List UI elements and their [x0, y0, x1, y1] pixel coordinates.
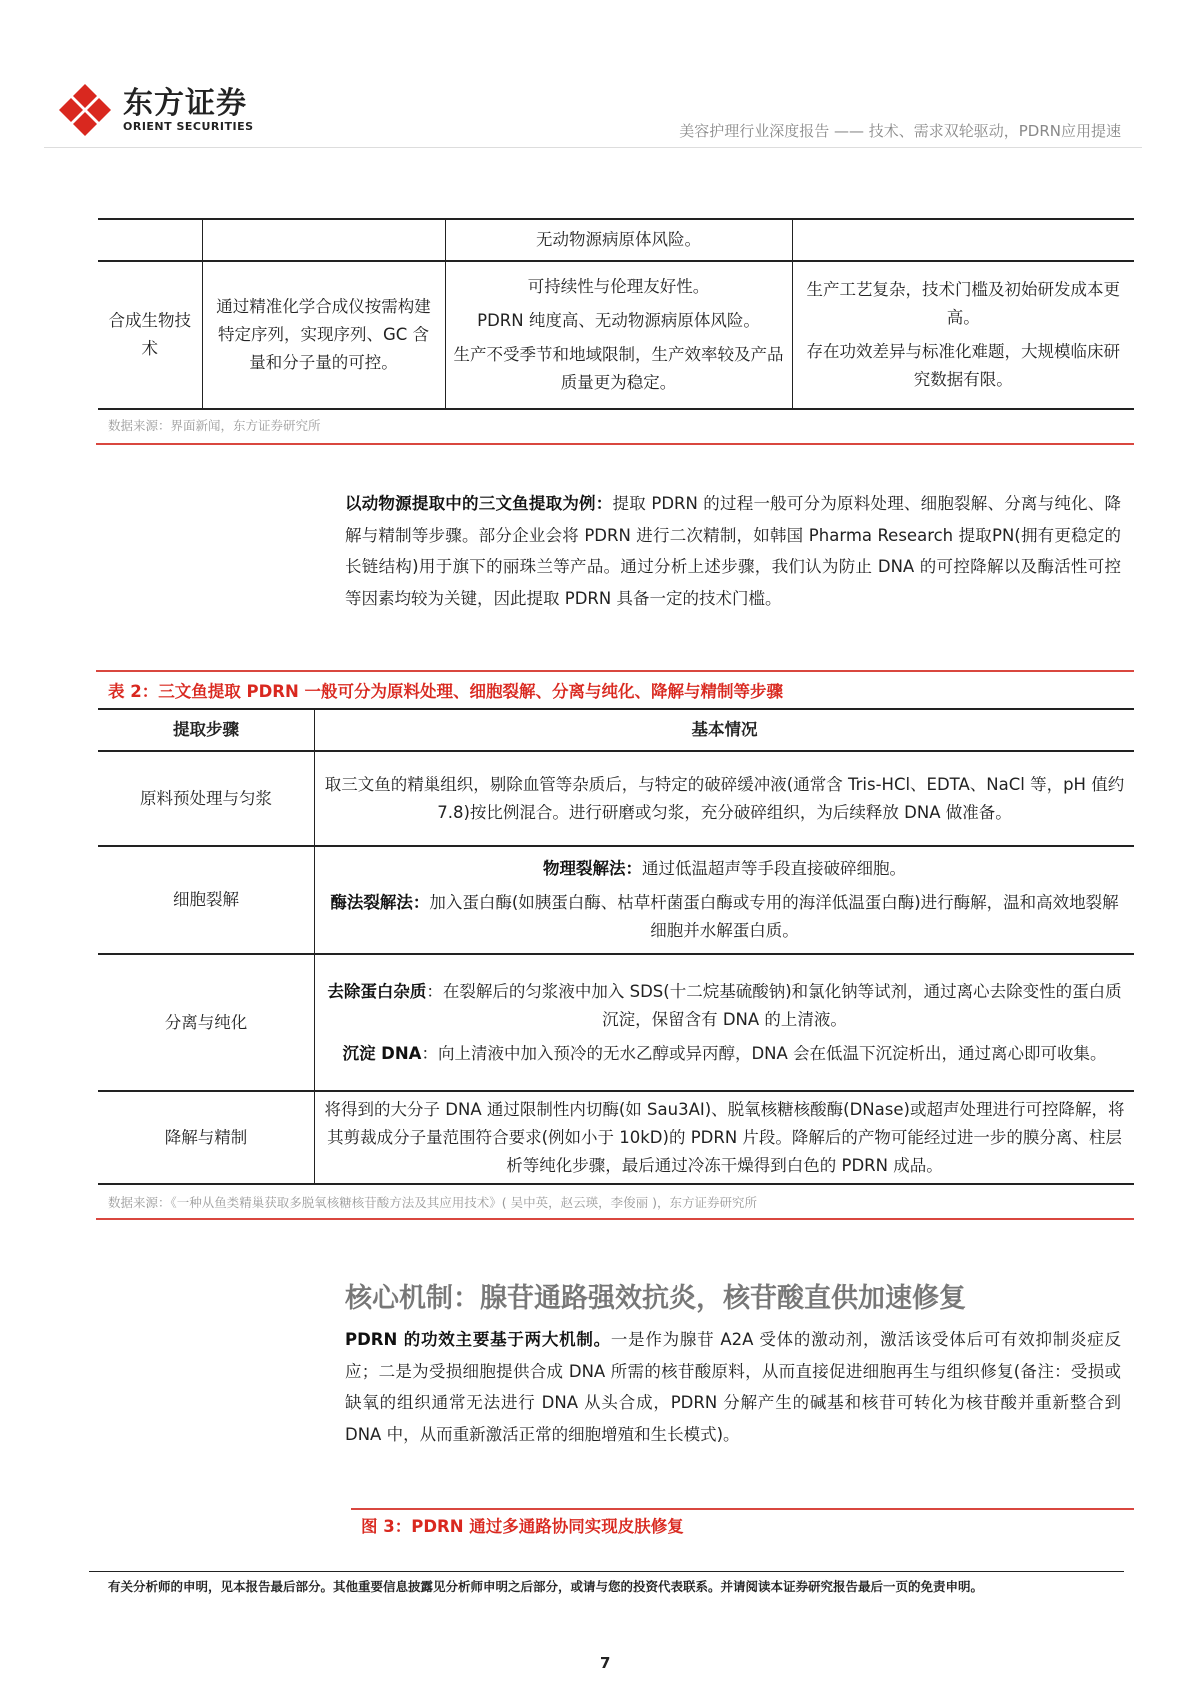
- footer-rule: [89, 1571, 1124, 1572]
- item-lead: 物理裂解法：: [543, 859, 642, 878]
- step-cell: 细胞裂解: [173, 890, 239, 909]
- footer-disclaimer: 有关分析师的申明，见本报告最后部分。其他重要信息披露见分析师申明之后部分，或请与您的投资代表联系。并请阅读本证券研究报告最后一页的免责申明。: [108, 1579, 984, 1594]
- logo-text-cn: 东方证券: [123, 85, 247, 121]
- table2-source: 数据来源：《一种从鱼类精巢获取多脱氧核糖核苷酸方法及其应用技术》( 吴中英，赵云瑛，李俊丽 )，东方证券研究所: [108, 1195, 757, 1210]
- table2-bottom-rule: [96, 1218, 1134, 1220]
- table-row: [98, 751, 1134, 846]
- table1-source: 数据来源：界面新闻，东方证券研究所: [108, 418, 321, 433]
- cons-item: 存在功效差异与标准化难题，大规模临床研究数据有限。: [806, 342, 1120, 389]
- desc-cell: 通过精准化学合成仪按需构建特定序列，实现序列、GC 含量和分子量的可控。: [202, 261, 445, 409]
- pros-item: 可持续性与伦理友好性。: [527, 277, 710, 296]
- header-divider: [44, 147, 1142, 148]
- paragraph-extraction: [345, 488, 1121, 614]
- logo-text-en: ORIENT SECURITIES: [123, 119, 254, 133]
- table-row: [98, 954, 1134, 1091]
- detail-cell: [315, 954, 1135, 1091]
- step-cell: 降解与精制: [164, 1127, 248, 1147]
- cons-item: 生产工艺复杂，技术门槛及初始研发成本更高。: [806, 280, 1120, 327]
- paragraph-lead: PDRN 的功效主要基于两大机制。: [345, 1330, 611, 1349]
- item-text: ：向上清液中加入预冷的无水乙醇或异丙醇，DNA 会在低温下沉淀析出，通过离心即可收集。: [421, 1043, 1107, 1063]
- orient-logo-icon: [57, 82, 113, 138]
- detail-cell: [315, 846, 1135, 954]
- pros-cell: [445, 261, 792, 409]
- table-row: [98, 1091, 1134, 1184]
- table1-bottom-rule: [96, 443, 1134, 445]
- item-lead: 酶法裂解法：: [330, 893, 430, 912]
- method-cell: 合成生物技术: [108, 311, 191, 358]
- item-text: ：在裂解后的匀浆液中加入 SDS(十二烷基硫酸钠)和氯化钠等试剂，通过离心去除变性的蛋白质沉淀，保留含有 DNA 的上清液。: [426, 981, 1122, 1029]
- table-row: [98, 846, 1134, 954]
- figure3-caption: 图 3：PDRN 通过多通路协同实现皮肤修复: [361, 1517, 684, 1536]
- item-text: 通过低温超声等手段直接破碎细胞。: [642, 859, 906, 878]
- table2-top-rule: [96, 670, 1134, 672]
- section-heading: 核心机制：腺苷通路强效抗炎，核苷酸直供加速修复: [345, 1283, 966, 1314]
- page-number: 7: [600, 1654, 611, 1672]
- step-cell: 分离与纯化: [164, 1012, 248, 1032]
- pros-item: 生产不受季节和地域限制，生产效率较及产品质量更为稳定。: [453, 345, 784, 392]
- table-cell: 无动物源病原体风险。: [445, 219, 792, 261]
- item-lead: 沉淀 DNA: [342, 1043, 422, 1063]
- step-cell: 原料预处理与匀浆: [140, 788, 272, 808]
- comparison-table-continued: [98, 218, 1134, 410]
- figure3-top-rule: [351, 1508, 1134, 1510]
- report-title: 美容护理行业深度报告 —— 技术、需求双轮驱动，PDRN应用提速: [679, 122, 1121, 140]
- item-lead: 去除蛋白杂质: [327, 981, 427, 1001]
- header-step: 提取步骤: [173, 720, 239, 739]
- paragraph-lead: 以动物源提取中的三文鱼提取为例：: [345, 494, 613, 513]
- extraction-steps-table: [98, 708, 1134, 1185]
- pros-item: PDRN 纯度高、无动物源病原体风险。: [477, 311, 760, 330]
- item-text: 加入蛋白酶(如胰蛋白酶、枯草杆菌蛋白酶或专用的海洋低温蛋白酶)进行酶解，温和高效地裂解细胞并水解蛋白质。: [429, 893, 1119, 940]
- table-header-row: [98, 709, 1134, 751]
- company-logo: [57, 82, 254, 138]
- table-row: [98, 261, 1134, 409]
- detail-cell: 将得到的大分子 DNA 通过限制性内切酶(如 Sau3AI)、脱氧核糖核酸酶(DNase)或超声处理进行可控降解，将其剪裁成分子量范围符合要求(例如小于 10kD)的 PDRN 片段。降解后的产物可能经过进一步的膜分离、柱层析等纯化步骤，最后通过冷冻干燥得到白色的 PDRN 成品。: [315, 1091, 1135, 1184]
- table-row: [98, 219, 1134, 261]
- detail-cell: 取三文鱼的精巢组织，剔除血管等杂质后，与特定的破碎缓冲液(通常含 Tris-HCl、EDTA、NaCl 等，pH 值约 7.8)按比例混合。进行研磨或匀浆，充分破碎组织，为后续释放 DNA 做准备。: [315, 751, 1135, 846]
- paragraph-body: 提取 PDRN 的过程一般可分为原料处理、细胞裂解、分离与纯化、降解与精制等步骤。部分企业会将 PDRN 进行二次精制，如韩国 Pharma Research 提取PN(拥有更稳定的长链结构)用于旗下的丽珠兰等产品。通过分析上述步骤，我们认为防止 DNA 的可控降解以及酶活性可控等因素均较为关键，因此提取 PDRN 具备一定的技术门槛。: [345, 494, 1122, 608]
- paragraph-mechanism: [345, 1324, 1121, 1450]
- paragraph-body: 一是作为腺苷 A2A 受体的激动剂，激活该受体后可有效抑制炎症反应；二是为受损细胞提供合成 DNA 所需的核苷酸原料，从而直接促进细胞再生与组织修复(备注：受损或缺氧的组织通常无法进行 DNA 从头合成，PDRN 分解产生的碱基和核苷可转化为核苷酸并重新整合到 DNA 中，从而重新激活正常的细胞增殖和生长模式)。: [345, 1330, 1121, 1444]
- header-detail: 基本情况: [315, 709, 1135, 751]
- table2-caption: 表 2：三文鱼提取 PDRN 一般可分为原料处理、细胞裂解、分离与纯化、降解与精制等步骤: [108, 682, 784, 701]
- cons-cell: [792, 261, 1134, 409]
